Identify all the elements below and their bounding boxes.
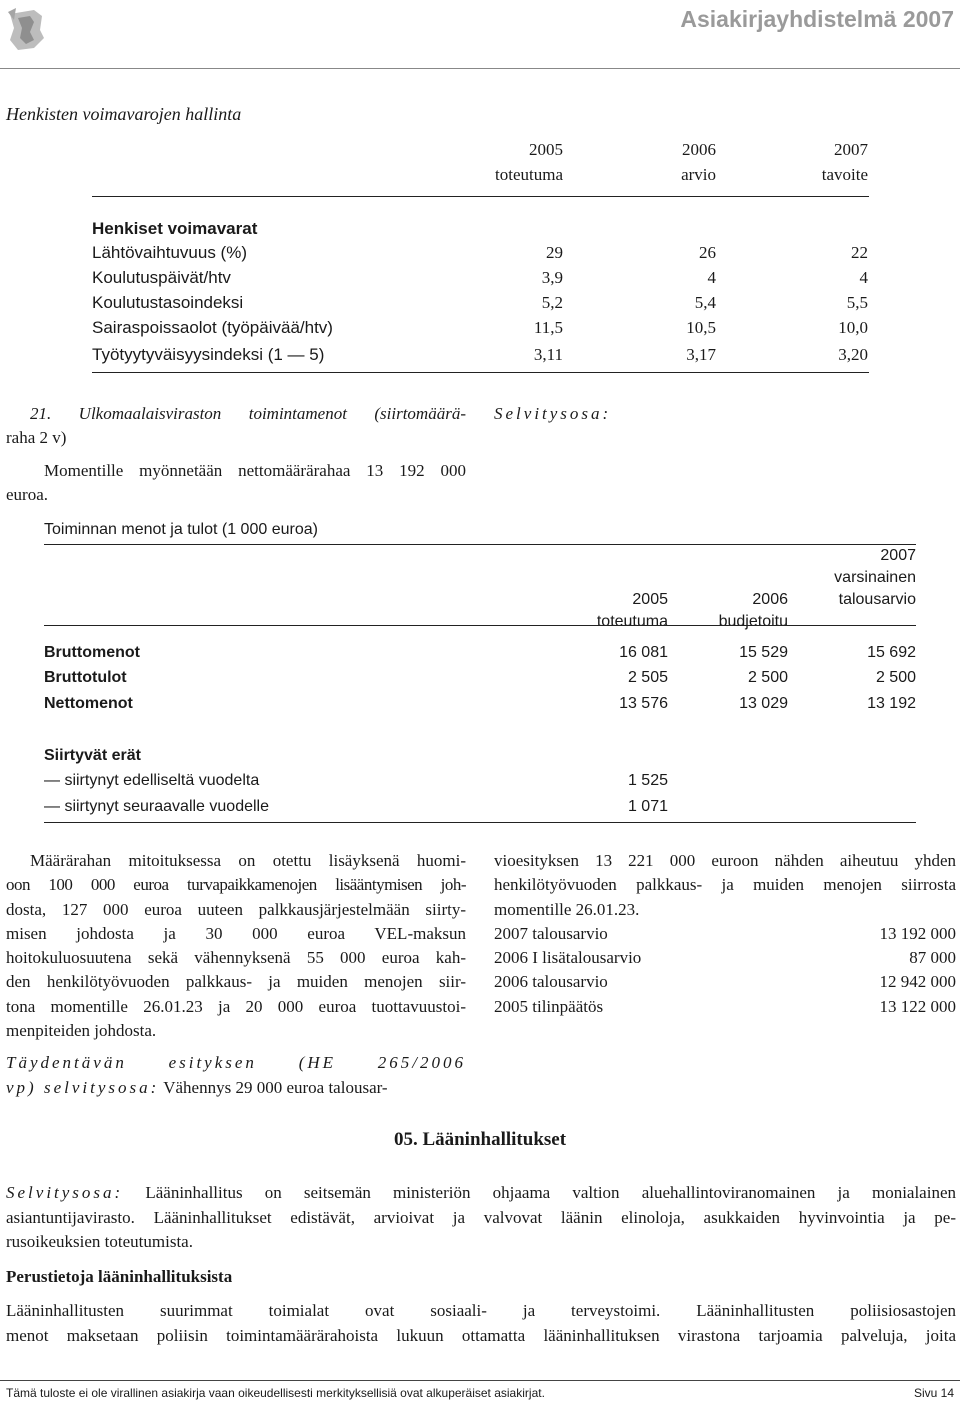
selvitysosa-label: Selvitysosa: (494, 404, 612, 423)
table-row (92, 293, 869, 313)
op-col3-sub1: varsinainen (834, 569, 916, 586)
row-label: Bruttotulot (44, 669, 127, 686)
op-col3-header (776, 545, 916, 611)
hr-table-year-row (92, 140, 869, 160)
budget-label: 2007 talousarvio (494, 923, 608, 943)
footer-disclaimer: Tämä tuloste ei ole virallinen asiakirja vaan oikeudellisesti merkityksellisiä ovat alkuperäiset asiakirjat. (6, 1386, 545, 1400)
hr-col1-year: 2005 (529, 140, 563, 159)
right-line: henkilötyövuoden palkkaus- ja muiden menojen siirrosta (494, 875, 956, 895)
section-05-body (6, 1181, 956, 1348)
budget-value: 13 122 000 (879, 996, 956, 1016)
op-col3-year: 2007 (880, 547, 916, 564)
left-line: Määrärahan mitoituksessa on otettu lisäyksenä huomi- (30, 851, 466, 870)
section-05-para1-line2: asiantuntijavirasto. Lääninhallitukset edistävät, arvioivat ja valvovat läänin elinoloja, asukkaiden hyvinvointia ja pe- (6, 1207, 956, 1227)
moment-heading-line1: 21. Ulkomaalaisviraston toimintamenot (siirtomäärä- (30, 404, 466, 423)
row-value-2005: 13 576 (619, 695, 668, 712)
footer-divider (0, 1380, 960, 1381)
hr-col2-year: 2006 (682, 140, 716, 159)
table-row (44, 643, 916, 663)
table-row (92, 268, 869, 288)
section-05-para2-line2: menot maksetaan poliisin toimintamäärärahoista lukuun ottamatta lääninhallituksen virastona tarjoamia palveluja, joita (6, 1325, 956, 1345)
hr-col3-year: 2007 (834, 140, 868, 159)
section-05-para1-line1 (6, 1181, 956, 1206)
hr-col3-subhead: tavoite (821, 165, 868, 184)
row-value-2005: 1 525 (627, 772, 668, 789)
moment-text-line1: Momentille myönnetään nettomäärärahaa 13 192 000 (44, 461, 466, 480)
section-title: Henkisten voimavarojen hallinta (6, 104, 242, 124)
budget-value: 87 000 (909, 948, 956, 968)
row-value-2005: 1 071 (627, 798, 668, 815)
right-line: vioesityksen 13 221 000 euroon nähden aiheutuu yhden (494, 851, 956, 870)
supplementary-heading: Täydentävän esityksen (HE 265/2006 (6, 1053, 466, 1073)
op-table-title: Toiminnan menot ja tulot (1 000 euroa) (44, 521, 318, 538)
budget-value: 13 192 000 (879, 923, 956, 943)
row-value-2006: 2 500 (747, 669, 788, 686)
budget-label: 2006 I lisätalousarvio (494, 948, 642, 968)
supplementary-selvitysosa: vp) selvitysosa: (6, 1077, 160, 1097)
row-value-2005: 3,11 (533, 345, 563, 364)
budget-row (494, 970, 956, 994)
row-value-2006: 5,4 (694, 293, 716, 312)
hr-table-subhead-row (92, 165, 869, 185)
row-value-2006: 13 029 (739, 695, 788, 712)
row-label: Työtyytyväisyysindeksi (1 — 5) (92, 345, 325, 364)
left-line: hoitokuluosuutena sekä vähennyksenä 55 000 euroa kah- (6, 948, 466, 968)
hr-col1-subhead: toteutuma (495, 165, 563, 184)
left-line: tona momentille 26.01.23 ja 20 000 euroa tuottavuustoi- (6, 996, 466, 1016)
row-value-2005: 11,5 (533, 318, 563, 337)
op-col2-year: 2006 (752, 591, 788, 608)
section-05-subheading: Perustietoja lääninhallituksista (6, 1266, 233, 1286)
op-col1-sub: toteutuma (596, 613, 668, 630)
budget-row (494, 946, 956, 970)
row-value-2006: 4 (707, 268, 716, 287)
row-value-2005: 2 505 (627, 669, 668, 686)
table-row (44, 668, 916, 688)
row-value-2005: 5,2 (541, 293, 563, 312)
left-column-text (6, 849, 466, 1100)
right-column-text (494, 849, 956, 1019)
row-label: Koulutustasoindeksi (92, 293, 244, 312)
footer-page-number: Sivu 14 (913, 1386, 954, 1400)
op-col1-year: 2005 (632, 591, 668, 608)
row-value-2005: 3,9 (541, 268, 563, 287)
moment-text-line2: euroa. (6, 485, 49, 504)
header-divider (0, 68, 960, 69)
section-05-selvitysosa: Selvitysosa: (6, 1183, 124, 1202)
row-label: Sairaspoissaolot (työpäivää/htv) (92, 318, 333, 337)
row-value-2007: 2 500 (875, 669, 916, 686)
section-05-para2-line1: Lääninhallitusten suurimmat toimialat ovat sosiaali- ja terveystoimi. Lääninhallitusten poliisiosastojen (6, 1301, 956, 1320)
row-label: Nettomenot (44, 695, 133, 712)
op-col3-sub2: talousarvio (838, 591, 916, 608)
row-value-2007: 3,20 (838, 345, 868, 364)
row-value-2007: 4 (859, 268, 868, 287)
row-value-2006: 10,5 (686, 318, 716, 337)
coat-of-arms-logo (4, 4, 48, 54)
row-label: — siirtynyt edelliseltä vuodelta (44, 772, 260, 789)
section-05-title: 05. Lääninhallitukset (393, 1129, 567, 1150)
supplementary-line (6, 1076, 466, 1100)
budget-row (494, 922, 956, 946)
supplementary-text: Vähennys 29 000 euroa talousar- (159, 1077, 388, 1097)
row-label: — siirtynyt seuraavalle vuodelle (44, 798, 269, 815)
row-value-2007: 5,5 (846, 293, 868, 312)
table-row (92, 243, 869, 263)
hr-table-bottom-rule (92, 372, 869, 373)
right-line: momentille 26.01.23. (494, 899, 640, 919)
budget-label: 2005 tilinpäätös (494, 996, 604, 1016)
row-value-2006: 3,17 (686, 345, 716, 364)
row-value-2005: 29 (546, 243, 563, 262)
op-table-bottom-rule (44, 822, 916, 823)
table-row (44, 694, 916, 714)
table-row (92, 318, 869, 338)
op-col1-header (548, 567, 668, 633)
budget-row (494, 995, 956, 1019)
op-col2-header (668, 567, 788, 633)
carry-title: Siirtyvät erät (44, 747, 141, 764)
moment-heading (30, 402, 466, 426)
left-line: dosta, 127 000 euroa uuteen palkkausjärjestelmään siirty- (6, 899, 466, 919)
op-table-header-rule (44, 625, 916, 626)
moment-heading-line2: raha 2 v) (6, 428, 67, 447)
table-row (44, 771, 916, 791)
row-value-2007: 22 (851, 243, 868, 262)
op-col2-sub: budjetoitu (718, 613, 788, 630)
row-label: Lähtövaihtuvuus (%) (92, 243, 247, 262)
hr-table-top-rule (92, 196, 869, 197)
row-value-2006: 26 (699, 243, 716, 262)
section-05-para1-line3: rusoikeuksien toteutumista. (6, 1232, 193, 1251)
left-line: misen johdosta ja 30 000 euroa VEL-maksun (6, 923, 466, 943)
table-row (44, 797, 916, 817)
hr-col2-subhead: arvio (681, 165, 716, 184)
left-line: menpiteiden johdosta. (6, 1021, 157, 1041)
row-value-2005: 16 081 (619, 644, 668, 661)
row-label: Bruttomenot (44, 644, 140, 661)
page-header-title: Asiakirjayhdistelmä 2007 (680, 6, 954, 32)
row-label: Koulutuspäivät/htv (92, 268, 231, 287)
section-05-para1-text: Lääninhallitus on seitsemän ministeriön ohjaama valtion aluehallintoviranomainen ja monialainen (123, 1183, 956, 1202)
budget-label: 2006 talousarvio (494, 972, 608, 992)
row-value-2007: 15 692 (867, 644, 916, 661)
row-value-2006: 15 529 (739, 644, 788, 661)
hr-group-title: Henkiset voimavarat (92, 219, 258, 238)
row-value-2007: 13 192 (867, 695, 916, 712)
table-row (92, 345, 869, 365)
left-line: den henkilötyövuoden palkkaus- ja muiden menojen siir- (6, 972, 466, 992)
row-value-2007: 10,0 (838, 318, 868, 337)
left-line: oon 100 000 euroa turvapaikkamenojen lisääntymisen joh- (6, 875, 466, 895)
budget-value: 12 942 000 (879, 972, 956, 992)
